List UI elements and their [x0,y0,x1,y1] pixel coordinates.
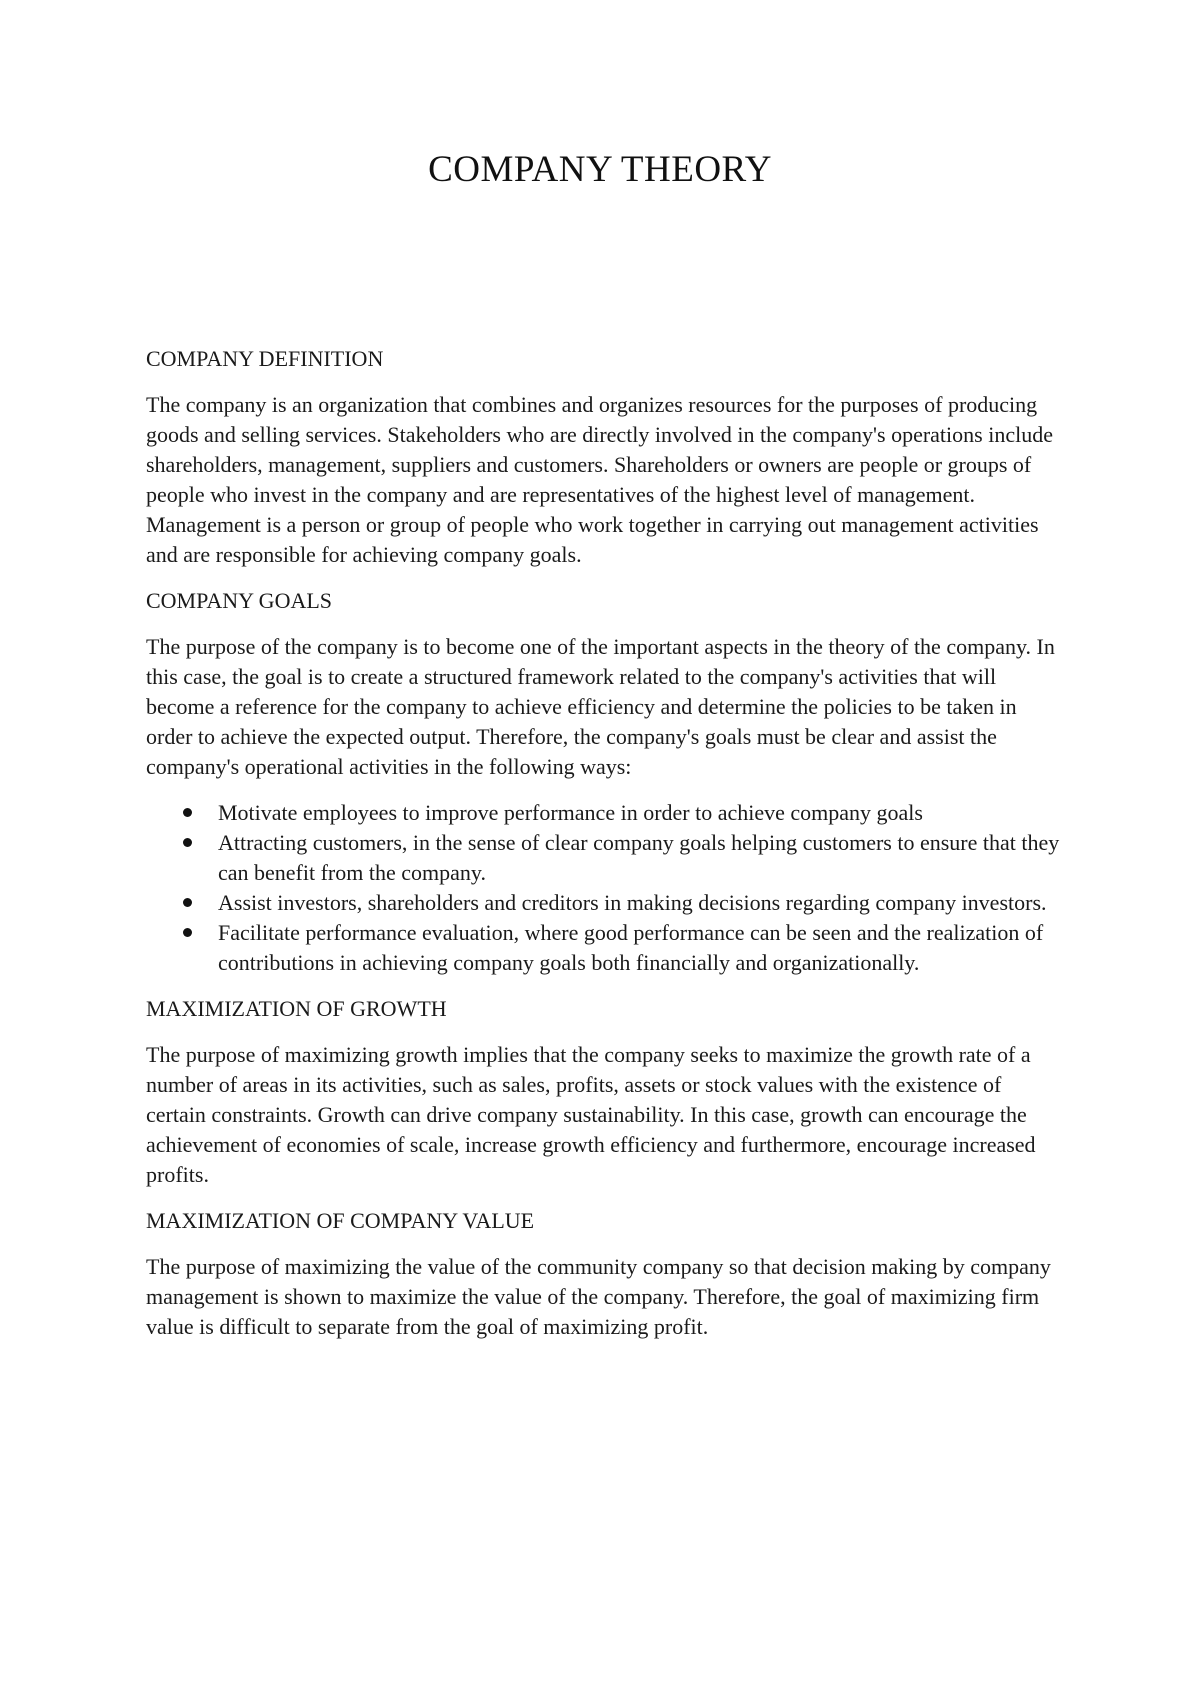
section-paragraph-growth: The purpose of maximizing growth implies that the company seeks to maximize the growth rate of a number of areas in its activities, such as sales, profits, assets or stock values with the existence of certain constraints. Growth can drive company sustainability. In this case, growth can encourage the achievement of economies of scale, increase growth efficiency and furthermore, encourage increased profits. [146,1042,1036,1187]
goals-bullet-list [146,798,1066,978]
list-item-text: Motivate employees to improve performance in order to achieve company goals [218,800,923,825]
section-heading-goals: COMPANY GOALS [146,588,333,613]
bullet-icon [183,808,192,817]
section-paragraph-value: The purpose of maximizing the value of the community company so that decision making by company management is shown to maximize the value of the company. Therefore, the goal of maximizing firm value is difficult to separate from the goal of maximizing profit. [146,1254,1051,1339]
document-title: COMPANY THEORY [428,149,772,190]
list-item [146,918,1066,978]
list-item-text: Facilitate performance evaluation, where good performance can be seen and the realization of contributions in achieving company goals both financially and organizationally. [218,920,1044,975]
list-item [146,888,1066,918]
list-item [146,798,1066,828]
section-heading-value: MAXIMIZATION OF COMPANY VALUE [146,1208,535,1233]
bullet-icon [183,838,192,847]
section-heading-definition: COMPANY DEFINITION [146,346,384,371]
document-body [146,344,1066,1358]
section-heading-growth: MAXIMIZATION OF GROWTH [146,996,447,1021]
list-item-text: Attracting customers, in the sense of clear company goals helping customers to ensure that they can benefit from the company. [218,830,1060,885]
bullet-icon [183,898,192,907]
section-paragraph-goals: The purpose of the company is to become one of the important aspects in the theory of the company. In this case, the goal is to create a structured framework related to the company's activities that will become a reference for the company to achieve efficiency and determine the policies to be taken in order to achieve the expected output. Therefore, the company's goals must be clear and assist the company's operational activities in the following ways: [146,634,1055,779]
section-paragraph-definition: The company is an organization that combines and organizes resources for the purposes of producing goods and selling services. Stakeholders who are directly involved in the company's operations include shareholders, management, suppliers and customers. Shareholders or owners are people or groups of people who invest in the company and are representatives of the highest level of management. Management is a person or group of people who work together in carrying out management activities and are responsible for achieving company goals. [146,392,1053,567]
list-item [146,828,1066,888]
list-item-text: Assist investors, shareholders and creditors in making decisions regarding company investors. [218,890,1047,915]
bullet-icon [183,928,192,937]
